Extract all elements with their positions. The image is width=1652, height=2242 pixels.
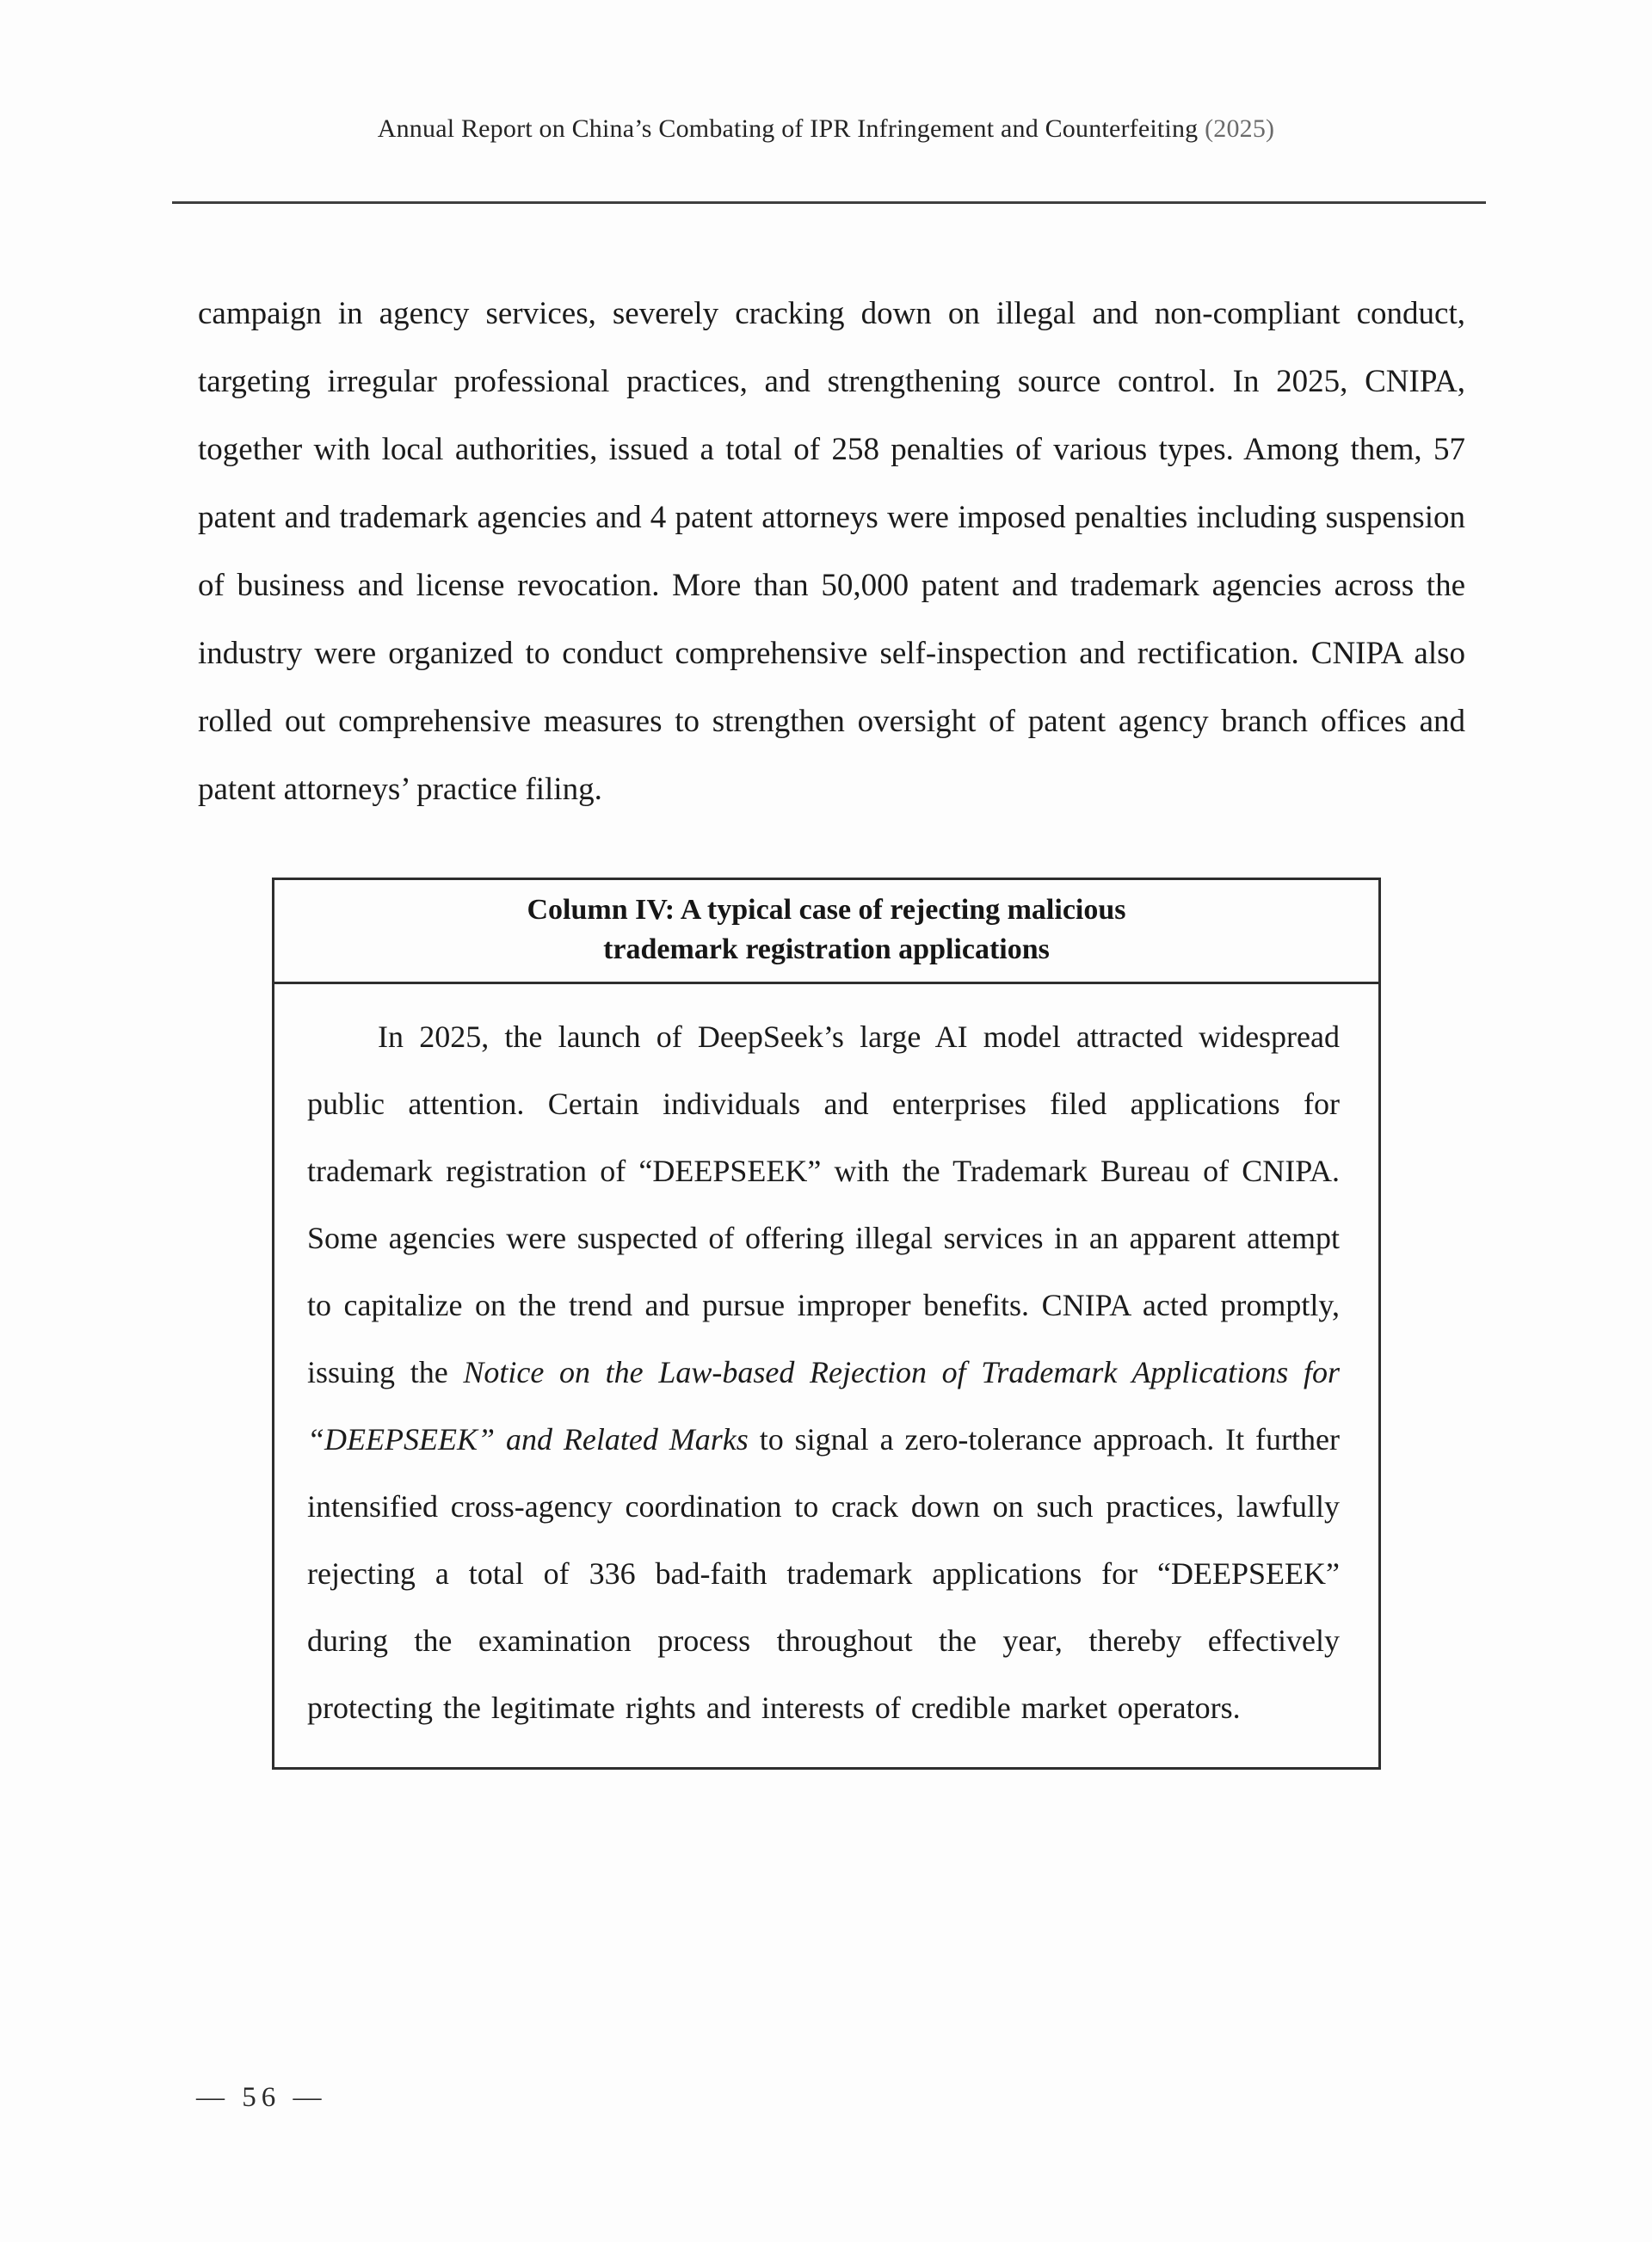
column-box-title-line1: Column IV: A typical case of rejecting malicious xyxy=(527,894,1126,926)
column-box-title xyxy=(274,880,1378,984)
header-rule xyxy=(172,201,1486,204)
running-header-year: (2025) xyxy=(1205,114,1275,143)
column-box xyxy=(272,878,1381,1770)
column-box-body xyxy=(274,984,1378,1767)
column-box-text-part1: In 2025, the launch of DeepSeek’s large AI model attracted widespread public attention. Certain individuals and enterprises filed applications for trademark registration of “DEEPSEEK” with the Trademark Bureau of CNIPA. Some agencies were suspected of offering illegal services in an apparent attempt to capitalize on the trend and pursue improper benefits. CNIPA acted promptly, issuing the xyxy=(307,1019,1340,1389)
running-header xyxy=(0,114,1652,144)
column-box-title-line2: trademark registration applications xyxy=(603,933,1050,965)
column-box-text-italic-citation: Notice on the Law-based Rejection of Trademark Applications for “DEEPSEEK” and Related Marks xyxy=(307,1355,1340,1457)
running-header-title: Annual Report on China’s Combating of IPR Infringement and Counterfeiting xyxy=(377,114,1205,143)
body-paragraph: campaign in agency services, severely cracking down on illegal and non-compliant conduct, targeting irregular professional practices, and strengthening source control. In 2025, CNIPA, together with local authorities, issued a total of 258 penalties of various types. Among them, 57 patent and trademark agencies and 4 patent attorneys were imposed penalties including suspension of business and license revocation. More than 50,000 patent and trademark agencies across the industry were organized to conduct comprehensive self-inspection and rectification. CNIPA also rolled out comprehensive measures to strengthen oversight of patent agency branch offices and patent attorneys’ practice filing. xyxy=(198,296,1465,807)
page-number: — 56 — xyxy=(196,2082,327,2113)
column-box-text-part2: to signal a zero-tolerance approach. It further intensified cross-agency coordination to crack down on such practices, lawfully rejecting a total of 336 bad-faith trademark applications for “DEEPSEEK” during the examination process throughout the year, thereby effectively protecting the legitimate rights and interests of credible market operators. xyxy=(307,1422,1340,1725)
